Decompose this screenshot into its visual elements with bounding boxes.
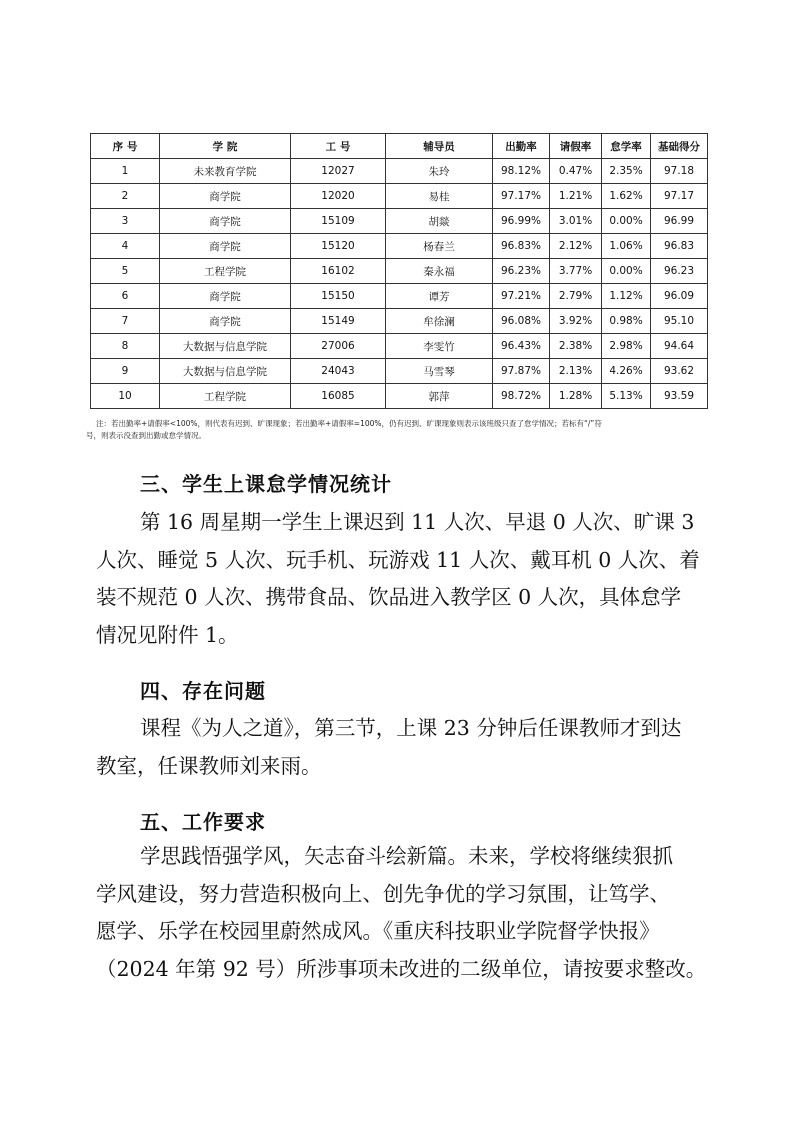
cell-base-score: 96.23 — [651, 259, 708, 284]
cell-leave-rate: 3.77% — [550, 259, 602, 284]
cell-college: 工程学院 — [160, 259, 291, 284]
section4-line: 教室，任课教师刘来雨。 — [96, 753, 322, 778]
col-header-index: 序 号 — [91, 134, 160, 159]
col-header-attendance-rate: 出勤率 — [493, 134, 550, 159]
cell-attendance-rate: 96.08% — [493, 309, 550, 334]
table-row — [91, 184, 708, 209]
table-row — [91, 309, 708, 334]
cell-counselor: 秦永福 — [386, 259, 493, 284]
cell-idle-rate: 1.62% — [602, 184, 651, 209]
cell-index: 1 — [91, 159, 160, 184]
cell-index: 9 — [91, 359, 160, 384]
cell-idle-rate: 4.26% — [602, 359, 651, 384]
table-row — [91, 159, 708, 184]
cell-index: 6 — [91, 284, 160, 309]
col-header-idle-rate: 怠学率 — [602, 134, 651, 159]
table-header-row — [91, 134, 708, 159]
cell-college: 大数据与信息学院 — [160, 334, 291, 359]
cell-index: 4 — [91, 234, 160, 259]
cell-college: 商学院 — [160, 184, 291, 209]
section4-heading: 四、存在问题 — [140, 679, 266, 703]
cell-base-score: 94.64 — [651, 334, 708, 359]
cell-college: 商学院 — [160, 209, 291, 234]
cell-staff-id: 24043 — [291, 359, 386, 384]
cell-counselor: 杨春兰 — [386, 234, 493, 259]
cell-college: 大数据与信息学院 — [160, 359, 291, 384]
section3-line: 第 16 周星期一学生上课迟到 11 人次、早退 0 人次、旷课 3 — [140, 510, 695, 534]
col-header-staff-id: 工 号 — [291, 134, 386, 159]
cell-leave-rate: 1.21% — [550, 184, 602, 209]
cell-attendance-rate: 97.21% — [493, 284, 550, 309]
section3-heading: 三、学生上课怠学情况统计 — [140, 472, 392, 496]
cell-staff-id: 27006 — [291, 334, 386, 359]
cell-attendance-rate: 96.23% — [493, 259, 550, 284]
table-note-line1: 注：若出勤率+请假率<100%，则代表有迟到、旷课现象；若出勤率+请假率=100%，仍有迟到、旷课现象则表示该班级只查了怠学情况；若标有“/”符 — [96, 419, 602, 428]
table-note-line2: 号，则表示没查到出勤或怠学情况。 — [86, 431, 206, 440]
section5-line: （2024 年第 92 号）所涉事项未改进的二级单位，请按要求整改。 — [96, 956, 707, 981]
cell-attendance-rate: 96.83% — [493, 234, 550, 259]
cell-idle-rate: 5.13% — [602, 384, 651, 409]
table-row — [91, 359, 708, 384]
cell-idle-rate: 2.35% — [602, 159, 651, 184]
table-body — [91, 159, 708, 409]
cell-leave-rate: 2.12% — [550, 234, 602, 259]
cell-counselor: 朱玲 — [386, 159, 493, 184]
cell-leave-rate: 0.47% — [550, 159, 602, 184]
cell-base-score: 93.59 — [651, 384, 708, 409]
cell-staff-id: 15120 — [291, 234, 386, 259]
cell-college: 商学院 — [160, 284, 291, 309]
cell-leave-rate: 3.92% — [550, 309, 602, 334]
cell-counselor: 易桂 — [386, 184, 493, 209]
section5-line: 学风建设，努力营造积极向上、创先争优的学习氛围，让笃学、 — [96, 881, 670, 906]
cell-staff-id: 16085 — [291, 384, 386, 409]
cell-staff-id: 16102 — [291, 259, 386, 284]
section5-line: 愿学、乐学在校园里蔚然成风。《重庆科技职业学院督学快报》 — [96, 919, 660, 943]
col-header-counselor: 辅导员 — [386, 134, 493, 159]
cell-staff-id: 12020 — [291, 184, 386, 209]
cell-index: 7 — [91, 309, 160, 334]
cell-base-score: 95.10 — [651, 309, 708, 334]
cell-idle-rate: 2.98% — [602, 334, 651, 359]
cell-counselor: 谭芳 — [386, 284, 493, 309]
table-row — [91, 284, 708, 309]
table-row — [91, 234, 708, 259]
section3-paragraph — [96, 504, 700, 654]
section3-line: 装不规范 0 人次、携带食品、饮品进入教学区 0 人次，具体怠学 — [96, 585, 682, 609]
cell-leave-rate: 1.28% — [550, 384, 602, 409]
table-row — [91, 259, 708, 284]
cell-staff-id: 12027 — [291, 159, 386, 184]
cell-staff-id: 15109 — [291, 209, 386, 234]
section5-line: 学思践悟强学风，矢志奋斗绘新篇。未来，学校将继续狠抓 — [140, 844, 673, 868]
section4-paragraph — [96, 710, 700, 785]
cell-attendance-rate: 98.72% — [493, 384, 550, 409]
cell-college: 商学院 — [160, 309, 291, 334]
cell-attendance-rate: 96.99% — [493, 209, 550, 234]
cell-idle-rate: 0.98% — [602, 309, 651, 334]
cell-base-score: 96.83 — [651, 234, 708, 259]
cell-counselor: 牟徐澜 — [386, 309, 493, 334]
cell-index: 5 — [91, 259, 160, 284]
cell-index: 10 — [91, 384, 160, 409]
cell-leave-rate: 2.38% — [550, 334, 602, 359]
section5-heading: 五、工作要求 — [140, 810, 266, 834]
cell-attendance-rate: 97.87% — [493, 359, 550, 384]
cell-index: 3 — [91, 209, 160, 234]
cell-counselor: 胡燚 — [386, 209, 493, 234]
cell-base-score: 93.62 — [651, 359, 708, 384]
cell-staff-id: 15149 — [291, 309, 386, 334]
col-header-leave-rate: 请假率 — [550, 134, 602, 159]
cell-college: 未来教育学院 — [160, 159, 291, 184]
section3-line: 情况见附件 1。 — [96, 622, 239, 647]
table-note — [86, 418, 701, 442]
section5-paragraph — [96, 838, 707, 988]
table-row — [91, 209, 708, 234]
cell-counselor: 马雪琴 — [386, 359, 493, 384]
cell-idle-rate: 0.00% — [602, 259, 651, 284]
attendance-table — [90, 133, 708, 409]
table-row — [91, 384, 708, 409]
cell-index: 8 — [91, 334, 160, 359]
cell-staff-id: 15150 — [291, 284, 386, 309]
cell-attendance-rate: 98.12% — [493, 159, 550, 184]
cell-college: 商学院 — [160, 234, 291, 259]
col-header-base-score: 基础得分 — [651, 134, 708, 159]
cell-attendance-rate: 96.43% — [493, 334, 550, 359]
cell-counselor: 李雯竹 — [386, 334, 493, 359]
cell-base-score: 97.17 — [651, 184, 708, 209]
cell-leave-rate: 3.01% — [550, 209, 602, 234]
cell-leave-rate: 2.13% — [550, 359, 602, 384]
section4-line: 课程《为人之道》，第三节，上课 23 分钟后任课教师才到达 — [140, 716, 682, 740]
section3-line: 人次、睡觉 5 人次、玩手机、玩游戏 11 人次、戴耳机 0 人次、着 — [96, 547, 700, 572]
col-header-college: 学 院 — [160, 134, 291, 159]
cell-index: 2 — [91, 184, 160, 209]
cell-idle-rate: 0.00% — [602, 209, 651, 234]
table-row — [91, 334, 708, 359]
cell-leave-rate: 2.79% — [550, 284, 602, 309]
cell-base-score: 97.18 — [651, 159, 708, 184]
cell-idle-rate: 1.12% — [602, 284, 651, 309]
cell-base-score: 96.99 — [651, 209, 708, 234]
cell-base-score: 96.09 — [651, 284, 708, 309]
cell-idle-rate: 1.06% — [602, 234, 651, 259]
cell-attendance-rate: 97.17% — [493, 184, 550, 209]
cell-college: 工程学院 — [160, 384, 291, 409]
cell-counselor: 郭萍 — [386, 384, 493, 409]
